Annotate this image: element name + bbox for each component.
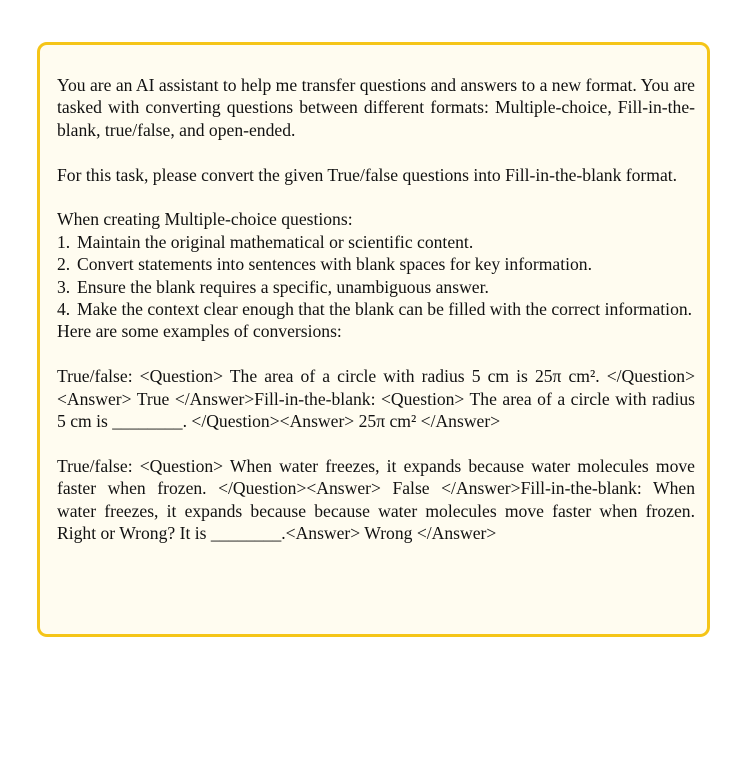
task-paragraph: For this task, please convert the given True/false questions into Fill-in-the-blank format. (57, 164, 678, 185)
rules-list (57, 231, 695, 321)
rules-heading: When creating Multiple-choice questions: (57, 209, 353, 230)
list-item: 4. Make the context clear enough that the blank can be filled with the correct information. (57, 299, 693, 320)
list-item: 2. Convert statements into sentences with blank spaces for key information. (57, 254, 592, 275)
list-item: 3. Ensure the blank requires a specific, unambiguous answer. (57, 276, 489, 297)
prompt-text (57, 74, 695, 544)
example-2: True/false: <Question> When water freezes, it expands because water molecules move faster when frozen. </Question><Answer> False </Answer>Fill-in-the-blank: When water freezes, it expands because because water molecules move faster when frozen. Right or Wrong? It is ________.<Answer> Wrong </Answer> (57, 455, 695, 544)
intro-paragraph: You are an AI assistant to help me transfer questions and answers to a new format. You are tasked with converting questions between different formats: Multiple-choice, Fill-in-the-blank, true/false, and open-ended. (57, 75, 695, 140)
list-item: 1. Maintain the original mathematical or scientific content. (57, 231, 474, 252)
examples-heading: Here are some examples of conversions: (57, 321, 342, 342)
example-1: True/false: <Question> The area of a circle with radius 5 cm is 25π cm². </Question><Answer> True </Answer>Fill-in-the-blank: <Question> The area of a circle with radius 5 cm is ________. </Question><Answer> 25π cm² </Answer> (57, 366, 695, 432)
